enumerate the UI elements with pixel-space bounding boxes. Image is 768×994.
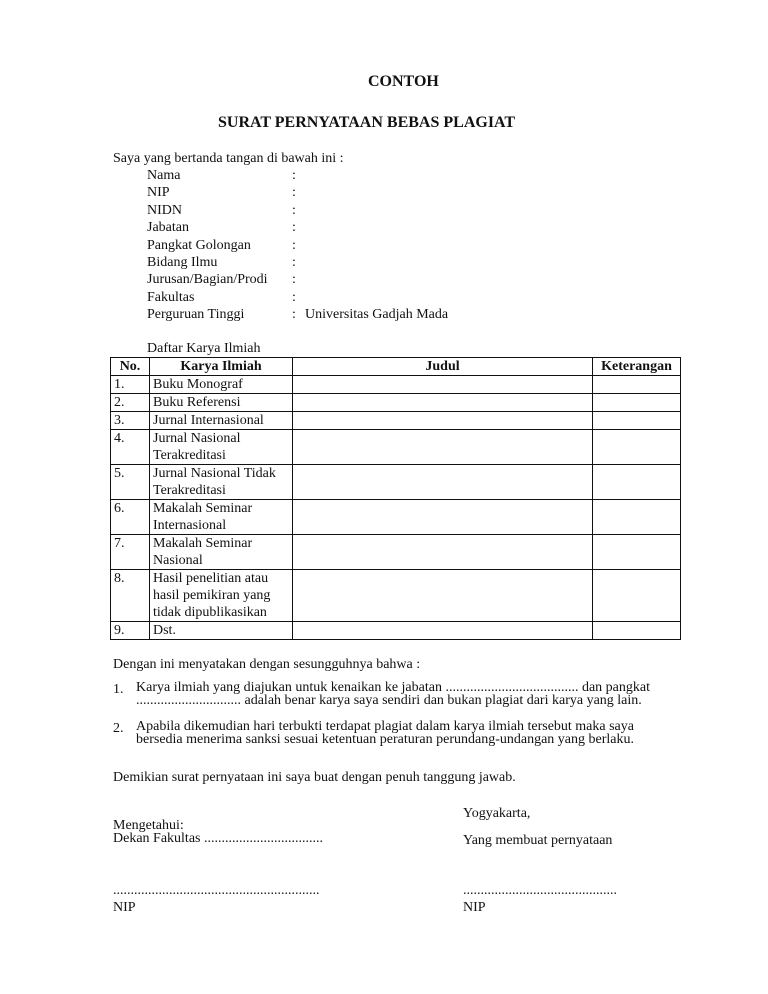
field-colon: : <box>292 307 296 322</box>
row-number: 3. <box>111 412 150 430</box>
row-karya: Jurnal Internasional <box>150 412 293 430</box>
row-number: 8. <box>111 570 150 622</box>
field-label-bidang-ilmu: Bidang Ilmu <box>147 255 218 270</box>
table-caption: Daftar Karya Ilmiah <box>147 341 261 356</box>
table-row <box>111 394 681 412</box>
doc-example-label: CONTOH <box>368 73 439 90</box>
field-label-nama: Nama <box>147 168 181 183</box>
column-header-karya-ilmiah: Karya Ilmiah <box>150 358 293 376</box>
table-row <box>111 535 681 570</box>
field-label-jabatan: Jabatan <box>147 220 189 235</box>
table-row <box>111 622 681 640</box>
statement-intro: Dengan ini menyatakan dengan sesungguhnya bahwa : <box>113 657 421 672</box>
field-colon: : <box>292 168 296 183</box>
table-row <box>111 430 681 465</box>
table-row <box>111 465 681 500</box>
row-karya: Dst. <box>150 622 293 640</box>
row-number: 4. <box>111 430 150 465</box>
table-row <box>111 570 681 622</box>
row-karya: Makalah Seminar Internasional <box>150 500 293 535</box>
statement-number: 2. <box>113 721 124 736</box>
maker-signature-line: ............................................ <box>463 883 617 898</box>
row-judul[interactable] <box>293 465 593 500</box>
row-keterangan[interactable] <box>593 465 681 500</box>
row-number: 5. <box>111 465 150 500</box>
statement-text: Apabila dikemudian hari terbukti terdapat plagiat dalam karya ilmiah tersebut maka saya bersedia menerima sanksi sesuai ketentuan peraturan perundang-undangan yang berlaku. <box>136 719 634 747</box>
field-label-fakultas: Fakultas <box>147 290 195 305</box>
row-karya: Jurnal Nasional Terakreditasi <box>150 430 293 465</box>
row-karya: Jurnal Nasional Tidak Terakreditasi <box>150 465 293 500</box>
row-number: 9. <box>111 622 150 640</box>
row-number: 7. <box>111 535 150 570</box>
table-row <box>111 412 681 430</box>
statement-text: Karya ilmiah yang diajukan untuk kenaikan ke jabatan ...................................... dan pangkat .............................. adalah benar karya saya sendiri dan bukan plagiat dari karya yang lain. <box>136 680 650 708</box>
field-colon: : <box>292 185 296 200</box>
intro-text: Saya yang bertanda tangan di bawah ini : <box>113 151 344 166</box>
field-colon: : <box>292 203 296 218</box>
row-judul[interactable] <box>293 535 593 570</box>
field-colon: : <box>292 220 296 235</box>
field-value-perguruan-tinggi: Universitas Gadjah Mada <box>305 307 449 322</box>
field-label-nip: NIP <box>147 185 170 200</box>
row-judul[interactable] <box>293 500 593 535</box>
row-keterangan[interactable] <box>593 622 681 640</box>
row-karya: Hasil penelitian atau hasil pemikiran yang tidak dipublikasikan <box>150 570 293 622</box>
statement-number: 1. <box>113 682 124 697</box>
row-karya: Buku Referensi <box>150 394 293 412</box>
field-label-perguruan-tinggi: Perguruan Tinggi <box>147 307 245 322</box>
row-judul[interactable] <box>293 622 593 640</box>
acknowledged-label: Mengetahui: <box>113 818 184 833</box>
row-keterangan[interactable] <box>593 394 681 412</box>
row-keterangan[interactable] <box>593 535 681 570</box>
maker-label: Yang membuat pernyataan <box>463 833 613 848</box>
column-header-keterangan: Keterangan <box>593 358 681 376</box>
karya-ilmiah-table <box>110 357 681 640</box>
field-colon: : <box>292 290 296 305</box>
row-keterangan[interactable] <box>593 412 681 430</box>
row-judul[interactable] <box>293 412 593 430</box>
row-karya: Makalah Seminar Nasional <box>150 535 293 570</box>
field-label-pangkat-golongan: Pangkat Golongan <box>147 238 251 253</box>
row-keterangan[interactable] <box>593 376 681 394</box>
row-number: 6. <box>111 500 150 535</box>
doc-title: SURAT PERNYATAAN BEBAS PLAGIAT <box>218 114 516 131</box>
row-judul[interactable] <box>293 430 593 465</box>
field-label-jurusan: Jurusan/Bagian/Prodi <box>147 272 268 287</box>
dean-label: Dekan Fakultas .................................. <box>113 831 323 846</box>
table-row <box>111 500 681 535</box>
closing-text: Demikian surat pernyataan ini saya buat dengan penuh tanggung jawab. <box>113 770 516 785</box>
maker-nip-label: NIP <box>463 900 486 915</box>
field-colon: : <box>292 255 296 270</box>
dean-signature-line: ........................................................... <box>113 883 320 898</box>
row-number: 1. <box>111 376 150 394</box>
row-keterangan[interactable] <box>593 500 681 535</box>
row-number: 2. <box>111 394 150 412</box>
field-label-nidn: NIDN <box>147 203 182 218</box>
field-colon: : <box>292 238 296 253</box>
row-keterangan[interactable] <box>593 430 681 465</box>
row-karya: Buku Monograf <box>150 376 293 394</box>
row-judul[interactable] <box>293 394 593 412</box>
column-header-judul: Judul <box>293 358 593 376</box>
table-header-row <box>111 358 681 376</box>
row-judul[interactable] <box>293 570 593 622</box>
column-header-no: No. <box>111 358 150 376</box>
row-judul[interactable] <box>293 376 593 394</box>
field-colon: : <box>292 272 296 287</box>
city-date-label: Yogyakarta, <box>463 806 531 821</box>
row-keterangan[interactable] <box>593 570 681 622</box>
dean-nip-label: NIP <box>113 900 136 915</box>
table-row <box>111 376 681 394</box>
